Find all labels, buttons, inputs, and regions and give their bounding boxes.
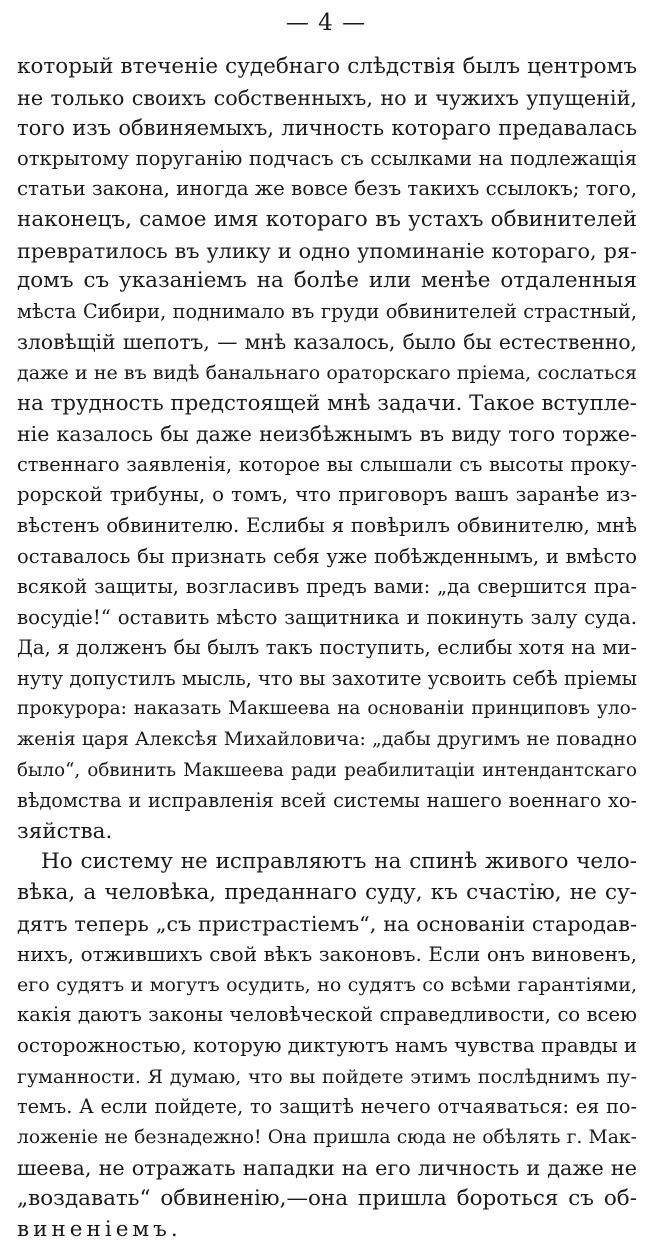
text-line: оставалось бы признать себя уже побѣжденнымъ, и вмѣсто <box>17 544 637 568</box>
text-line: зловѣщій шепотъ, — мнѣ казалось, было бы естественно, <box>17 330 637 355</box>
text-line: который втеченіе судебнаго слѣдствія былъ центромъ <box>17 54 637 79</box>
text-line: нуту допустилъ мысль, что вы захотите усвоить себѣ пріемы <box>17 666 637 690</box>
text-line: вѣстенъ обвинителю. Еслибы я повѣрилъ обвинителю, мнѣ <box>17 513 637 537</box>
paragraph-end-line: зяйства. <box>17 818 113 844</box>
text-line: того изъ обвиняемыхъ, личность котораго предавалась <box>17 116 637 141</box>
text-line: ственнаго заявленія, которое вы слышали съ высоты проку- <box>17 452 637 476</box>
text-line: ложеніе не безнадежно! Она пришла сюда не обѣлять г. Мак- <box>17 1126 637 1148</box>
text-line: шеева, не отражать нападки на его личность и даже не <box>17 1156 637 1181</box>
paragraph-start-line: Но систему не исправляютъ на спинѣ живого чело- <box>41 849 637 875</box>
text-line: „воздавать“ обвиненію,—она пришла бороться съ об- <box>17 1185 637 1211</box>
page-number: — 4 — <box>285 10 367 36</box>
text-line: статьи закона, иногда же вовсе безъ такихъ ссылокъ; того, <box>17 177 638 201</box>
text-line: осторожностью, которую диктуютъ намъ чувства правды и <box>17 1034 638 1057</box>
text-line: рорской трибуны, о томъ, что приговоръ вашъ заранѣе из- <box>17 483 637 507</box>
text-line: вѣдомства и исправленія всей системы нашего военнаго хо- <box>17 789 637 813</box>
text-line: не только своихъ собственныхъ, но и чужихъ упущеній, <box>17 85 637 110</box>
text-line: темъ. А если пойдете, то защитѣ нечего отчаяваться: ея по- <box>17 1095 637 1119</box>
text-line: было“, обвинить Макшеева ради реабилитаціи интендантскаго <box>17 759 637 781</box>
text-line: всякой защиты, возгласивъ предъ вами: „да свершится пра- <box>17 575 637 599</box>
body-text <box>17 52 637 1245</box>
text-line: превратилось въ улику и одно упоминаніе котораго, ря- <box>17 238 637 263</box>
text-line: мѣста Сибири, поднимало въ груди обвинителей страстный, <box>17 299 637 323</box>
text-line: гуманности. Я думаю, что вы пойдете этимъ послѣднимъ пу- <box>17 1065 637 1088</box>
paragraph-end-line: виненіемъ. <box>17 1216 182 1242</box>
text-line: даже и не въ видѣ банальнаго ораторскаго пріема, сослаться <box>17 361 637 384</box>
text-line: восудіе!“ оставить мѣсто защитника и покинуть залу суда. <box>17 605 637 629</box>
text-line: дятъ теперь „съ пристрастіемъ“, на основаніи стародав- <box>17 911 637 936</box>
text-line: домъ съ указаніемъ на болѣе или менѣе отдаленныя <box>17 268 637 294</box>
text-line: прокурора: наказать Макшеева на основаніи принциповъ уло- <box>17 698 637 720</box>
text-line: Да, я долженъ бы былъ такъ поступить, еслибы хотя на ми- <box>17 636 637 660</box>
text-line: женія царя Алексѣя Михайловича: „дабы другимъ не повадно <box>17 729 637 751</box>
text-line: вѣка, а человѣка, преданнаго суду, къ счастію, не су- <box>17 880 637 906</box>
text-line: открытому поруганію подчасъ съ ссылками на подлежащія <box>17 146 637 170</box>
text-line: ніе казалось бы даже неизбѣжнымъ въ виду того торже- <box>17 422 637 447</box>
text-line: наконецъ, самое имя котораго въ устахъ обвинителей <box>17 206 637 232</box>
text-line: нихъ, отжившихъ свой вѣкъ законовъ. Если онъ виновенъ, <box>17 942 637 967</box>
text-line: какія даютъ законы человѣческой справедливости, со всею <box>17 1003 637 1027</box>
text-line: его судятъ и могутъ осудить, но судятъ со всѣми гарантіями, <box>17 973 637 996</box>
text-line: на трудность предстоящей мнѣ задачи. Такое вступле- <box>17 390 637 416</box>
